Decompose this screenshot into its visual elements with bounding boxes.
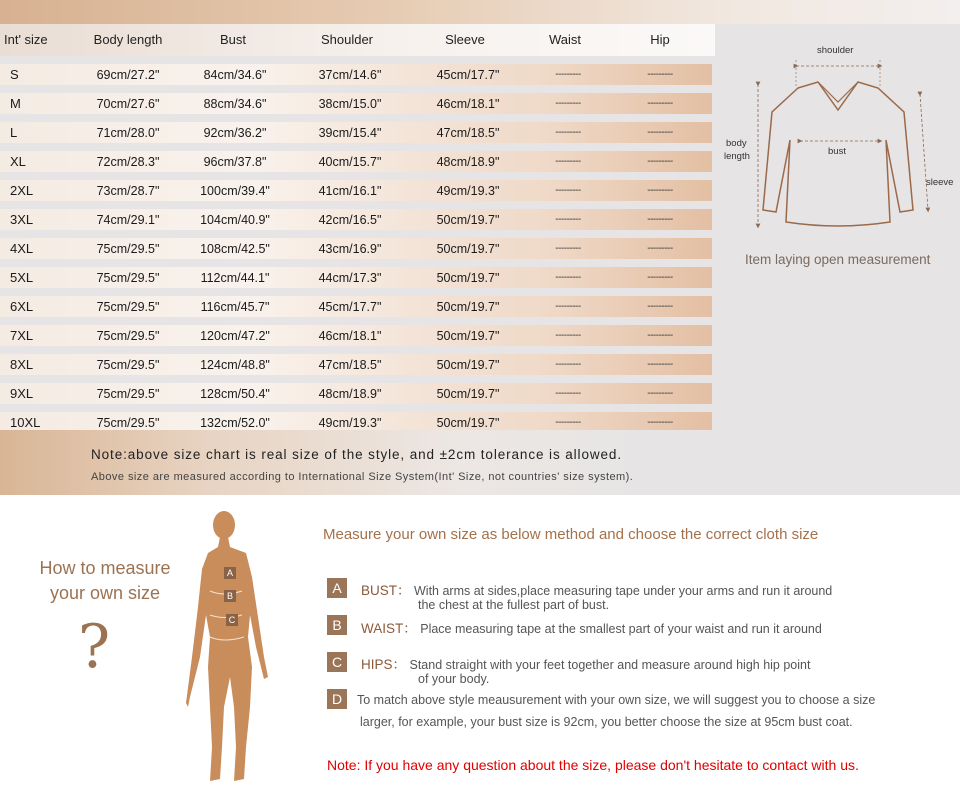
table-cell: L [10, 125, 18, 140]
table-row [0, 325, 712, 346]
table-cell: --------- [555, 301, 581, 312]
table-cell: 75cm/29.5" [96, 300, 160, 314]
table-cell: 75cm/29.5" [96, 329, 160, 343]
table-cell: 6XL [10, 299, 34, 314]
table-cell: --------- [555, 359, 581, 370]
table-cell: 49cm/19.3" [436, 184, 500, 198]
tolerance-note: Note:above size chart is real size of the style, and ±2cm tolerance is allowed. [91, 447, 622, 462]
top-band [0, 0, 960, 24]
header-size: Int' size [4, 32, 48, 47]
table-row [0, 238, 712, 259]
table-cell: 42cm/16.5" [318, 213, 382, 227]
table-cell: 70cm/27.6" [96, 97, 160, 111]
step-a-badge: A [327, 578, 347, 598]
table-cell: 112cm/44.1" [200, 271, 270, 285]
table-cell: 72cm/28.3" [96, 155, 160, 169]
figure-mark-a: A [224, 567, 236, 579]
table-cell: 74cm/29.1" [96, 213, 160, 227]
table-cell: 75cm/29.5" [96, 358, 160, 372]
table-cell: 49cm/19.3" [318, 416, 382, 430]
header-hip: Hip [650, 32, 670, 47]
step-a-key: BUST： [361, 583, 411, 598]
table-cell: --------- [647, 156, 673, 167]
header-body-length: Body length [93, 32, 163, 47]
table-cell: --------- [555, 214, 581, 225]
how-to-measure-heading [30, 556, 180, 606]
step-c-key: HIPS： [361, 657, 407, 672]
size-system-note: Above size are measured according to International Size System(Int' Size, not countries' size system). [91, 471, 634, 483]
how-to-measure-section [0, 495, 960, 795]
table-cell: 104cm/40.9" [200, 213, 270, 227]
table-cell: 46cm/18.1" [318, 329, 382, 343]
diagram-caption: Item laying open measurement [745, 252, 931, 267]
table-cell: 120cm/47.2" [200, 329, 270, 343]
table-cell: M [10, 96, 21, 111]
table-cell: --------- [555, 98, 581, 109]
step-b-text-1: Place measuring tape at the smallest part of your waist and run it around [420, 622, 822, 636]
table-cell: 50cm/19.7" [436, 300, 500, 314]
step-d-text-1: To match above style meausurement with your own size, we will suggest you to choose a size [357, 693, 876, 707]
table-cell: 8XL [10, 357, 34, 372]
table-cell: XL [10, 154, 26, 169]
table-cell: --------- [555, 69, 581, 80]
step-d-text-2: larger, for example, your bust size is 92cm, you better choose the size at 95cm bust coat. [360, 715, 853, 729]
table-cell: --------- [555, 243, 581, 254]
figure-mark-c: C [226, 614, 238, 626]
table-cell: 2XL [10, 183, 34, 198]
table-cell: --------- [647, 359, 673, 370]
table-cell: 4XL [10, 241, 34, 256]
header-shoulder: Shoulder [320, 32, 374, 47]
table-cell: 50cm/19.7" [436, 329, 500, 343]
step-b-line-1 [361, 617, 822, 637]
table-cell: 10XL [10, 415, 41, 430]
table-cell: 50cm/19.7" [436, 213, 500, 227]
body-silhouette-icon [180, 507, 290, 787]
diagram-bust-label: bust [828, 146, 846, 157]
table-cell: 116cm/45.7" [200, 300, 270, 314]
table-cell: 50cm/19.7" [436, 358, 500, 372]
table-row [0, 151, 712, 172]
table-cell: --------- [555, 388, 581, 399]
diagram-body-label: body [726, 138, 747, 149]
howto-line-2: your own size [49, 583, 161, 603]
table-cell: 92cm/36.2" [203, 126, 267, 140]
step-d-badge: D [327, 689, 347, 709]
table-cell: 37cm/14.6" [318, 68, 382, 82]
table-cell: --------- [555, 417, 581, 428]
step-c-text-1: Stand straight with your feet together and measure around high hip point [409, 658, 811, 672]
table-cell: 50cm/19.7" [436, 242, 500, 256]
step-c-text-2: of your body. [418, 672, 490, 686]
table-cell: 43cm/16.9" [318, 242, 382, 256]
question-mark-icon: ? [78, 612, 111, 682]
table-cell: 88cm/34.6" [203, 97, 267, 111]
table-cell: 73cm/28.7" [96, 184, 160, 198]
table-cell: 50cm/19.7" [436, 271, 500, 285]
figure-mark-b: B [224, 590, 236, 602]
table-cell: --------- [647, 185, 673, 196]
table-cell: --------- [555, 127, 581, 138]
table-cell: --------- [647, 417, 673, 428]
diagram-shoulder-label: shoulder [817, 45, 854, 56]
table-cell: 9XL [10, 386, 34, 401]
table-cell: 50cm/19.7" [436, 387, 500, 401]
header-sleeve: Sleeve [445, 32, 485, 47]
body-silhouette [180, 507, 290, 787]
diagram-length-label: length [724, 151, 750, 162]
method-title: Measure your own size as below method and choose the correct cloth size [323, 526, 819, 543]
contact-note: Note: If you have any question about the size, please don't hesitate to contact with us. [327, 757, 859, 773]
table-cell: 71cm/28.0" [96, 126, 160, 140]
table-cell: 5XL [10, 270, 34, 285]
table-cell: --------- [647, 243, 673, 254]
table-cell: 40cm/15.7" [318, 155, 382, 169]
step-a-text-1: With arms at sides,place measuring tape under your arms and run it around [414, 584, 833, 598]
table-cell: 47cm/18.5" [436, 126, 500, 140]
table-cell: 45cm/17.7" [318, 300, 382, 314]
table-cell: 44cm/17.3" [318, 271, 382, 285]
table-cell: 108cm/42.5" [200, 242, 270, 256]
table-cell: 41cm/16.1" [318, 184, 382, 198]
step-a-line-1 [361, 579, 832, 599]
diagram-sleeve-label: sleeve [926, 177, 954, 188]
table-row [0, 64, 712, 85]
table-cell: 75cm/29.5" [96, 271, 160, 285]
table-cell: 50cm/19.7" [436, 416, 500, 430]
table-cell: 124cm/48.8" [200, 358, 270, 372]
table-cell: 38cm/15.0" [318, 97, 382, 111]
table-row [0, 122, 712, 143]
table-row [0, 209, 712, 230]
table-row [0, 296, 712, 317]
table-cell: 7XL [10, 328, 34, 343]
table-cell: 75cm/29.5" [96, 242, 160, 256]
table-cell: 48cm/18.9" [436, 155, 500, 169]
header-waist: Waist [548, 32, 582, 47]
step-a-text-2: the chest at the fullest part of bust. [418, 598, 610, 612]
table-header-row [0, 24, 715, 56]
table-cell: 45cm/17.7" [436, 68, 500, 82]
table-cell: --------- [555, 156, 581, 167]
table-cell: 3XL [10, 212, 34, 227]
table-cell: 39cm/15.4" [318, 126, 382, 140]
step-c-badge: C [327, 652, 347, 672]
table-cell: --------- [647, 69, 673, 80]
table-cell: --------- [647, 388, 673, 399]
step-b-badge: B [327, 615, 347, 635]
table-cell: --------- [555, 330, 581, 341]
tshirt-diagram-icon [720, 40, 960, 235]
table-cell: 48cm/18.9" [318, 387, 382, 401]
table-cell: 46cm/18.1" [436, 97, 500, 111]
table-cell: --------- [647, 330, 673, 341]
table-cell: --------- [647, 98, 673, 109]
step-b-key: WAIST： [361, 621, 417, 636]
table-cell: 69cm/27.2" [96, 68, 160, 82]
tshirt-outline [720, 40, 960, 235]
table-row [0, 267, 712, 288]
table-cell: --------- [647, 301, 673, 312]
table-cell: --------- [647, 272, 673, 283]
table-cell: 100cm/39.4" [200, 184, 270, 198]
table-cell: 75cm/29.5" [96, 416, 160, 430]
table-cell: 132cm/52.0" [200, 416, 270, 430]
table-row [0, 354, 712, 375]
table-cell: 96cm/37.8" [203, 155, 267, 169]
table-cell: S [10, 67, 19, 82]
table-cell: --------- [647, 214, 673, 225]
table-cell: --------- [555, 185, 581, 196]
table-cell: 75cm/29.5" [96, 387, 160, 401]
table-cell: 47cm/18.5" [318, 358, 382, 372]
table-cell: --------- [647, 127, 673, 138]
notes-background [0, 430, 960, 495]
howto-line-1: How to measure [39, 558, 171, 578]
table-cell: 128cm/50.4" [200, 387, 270, 401]
table-cell: --------- [555, 272, 581, 283]
table-row [0, 93, 712, 114]
header-bust: Bust [219, 32, 246, 47]
table-row [0, 383, 712, 404]
table-row [0, 180, 712, 201]
table-cell: 84cm/34.6" [203, 68, 267, 82]
step-c-line-1 [361, 653, 810, 673]
